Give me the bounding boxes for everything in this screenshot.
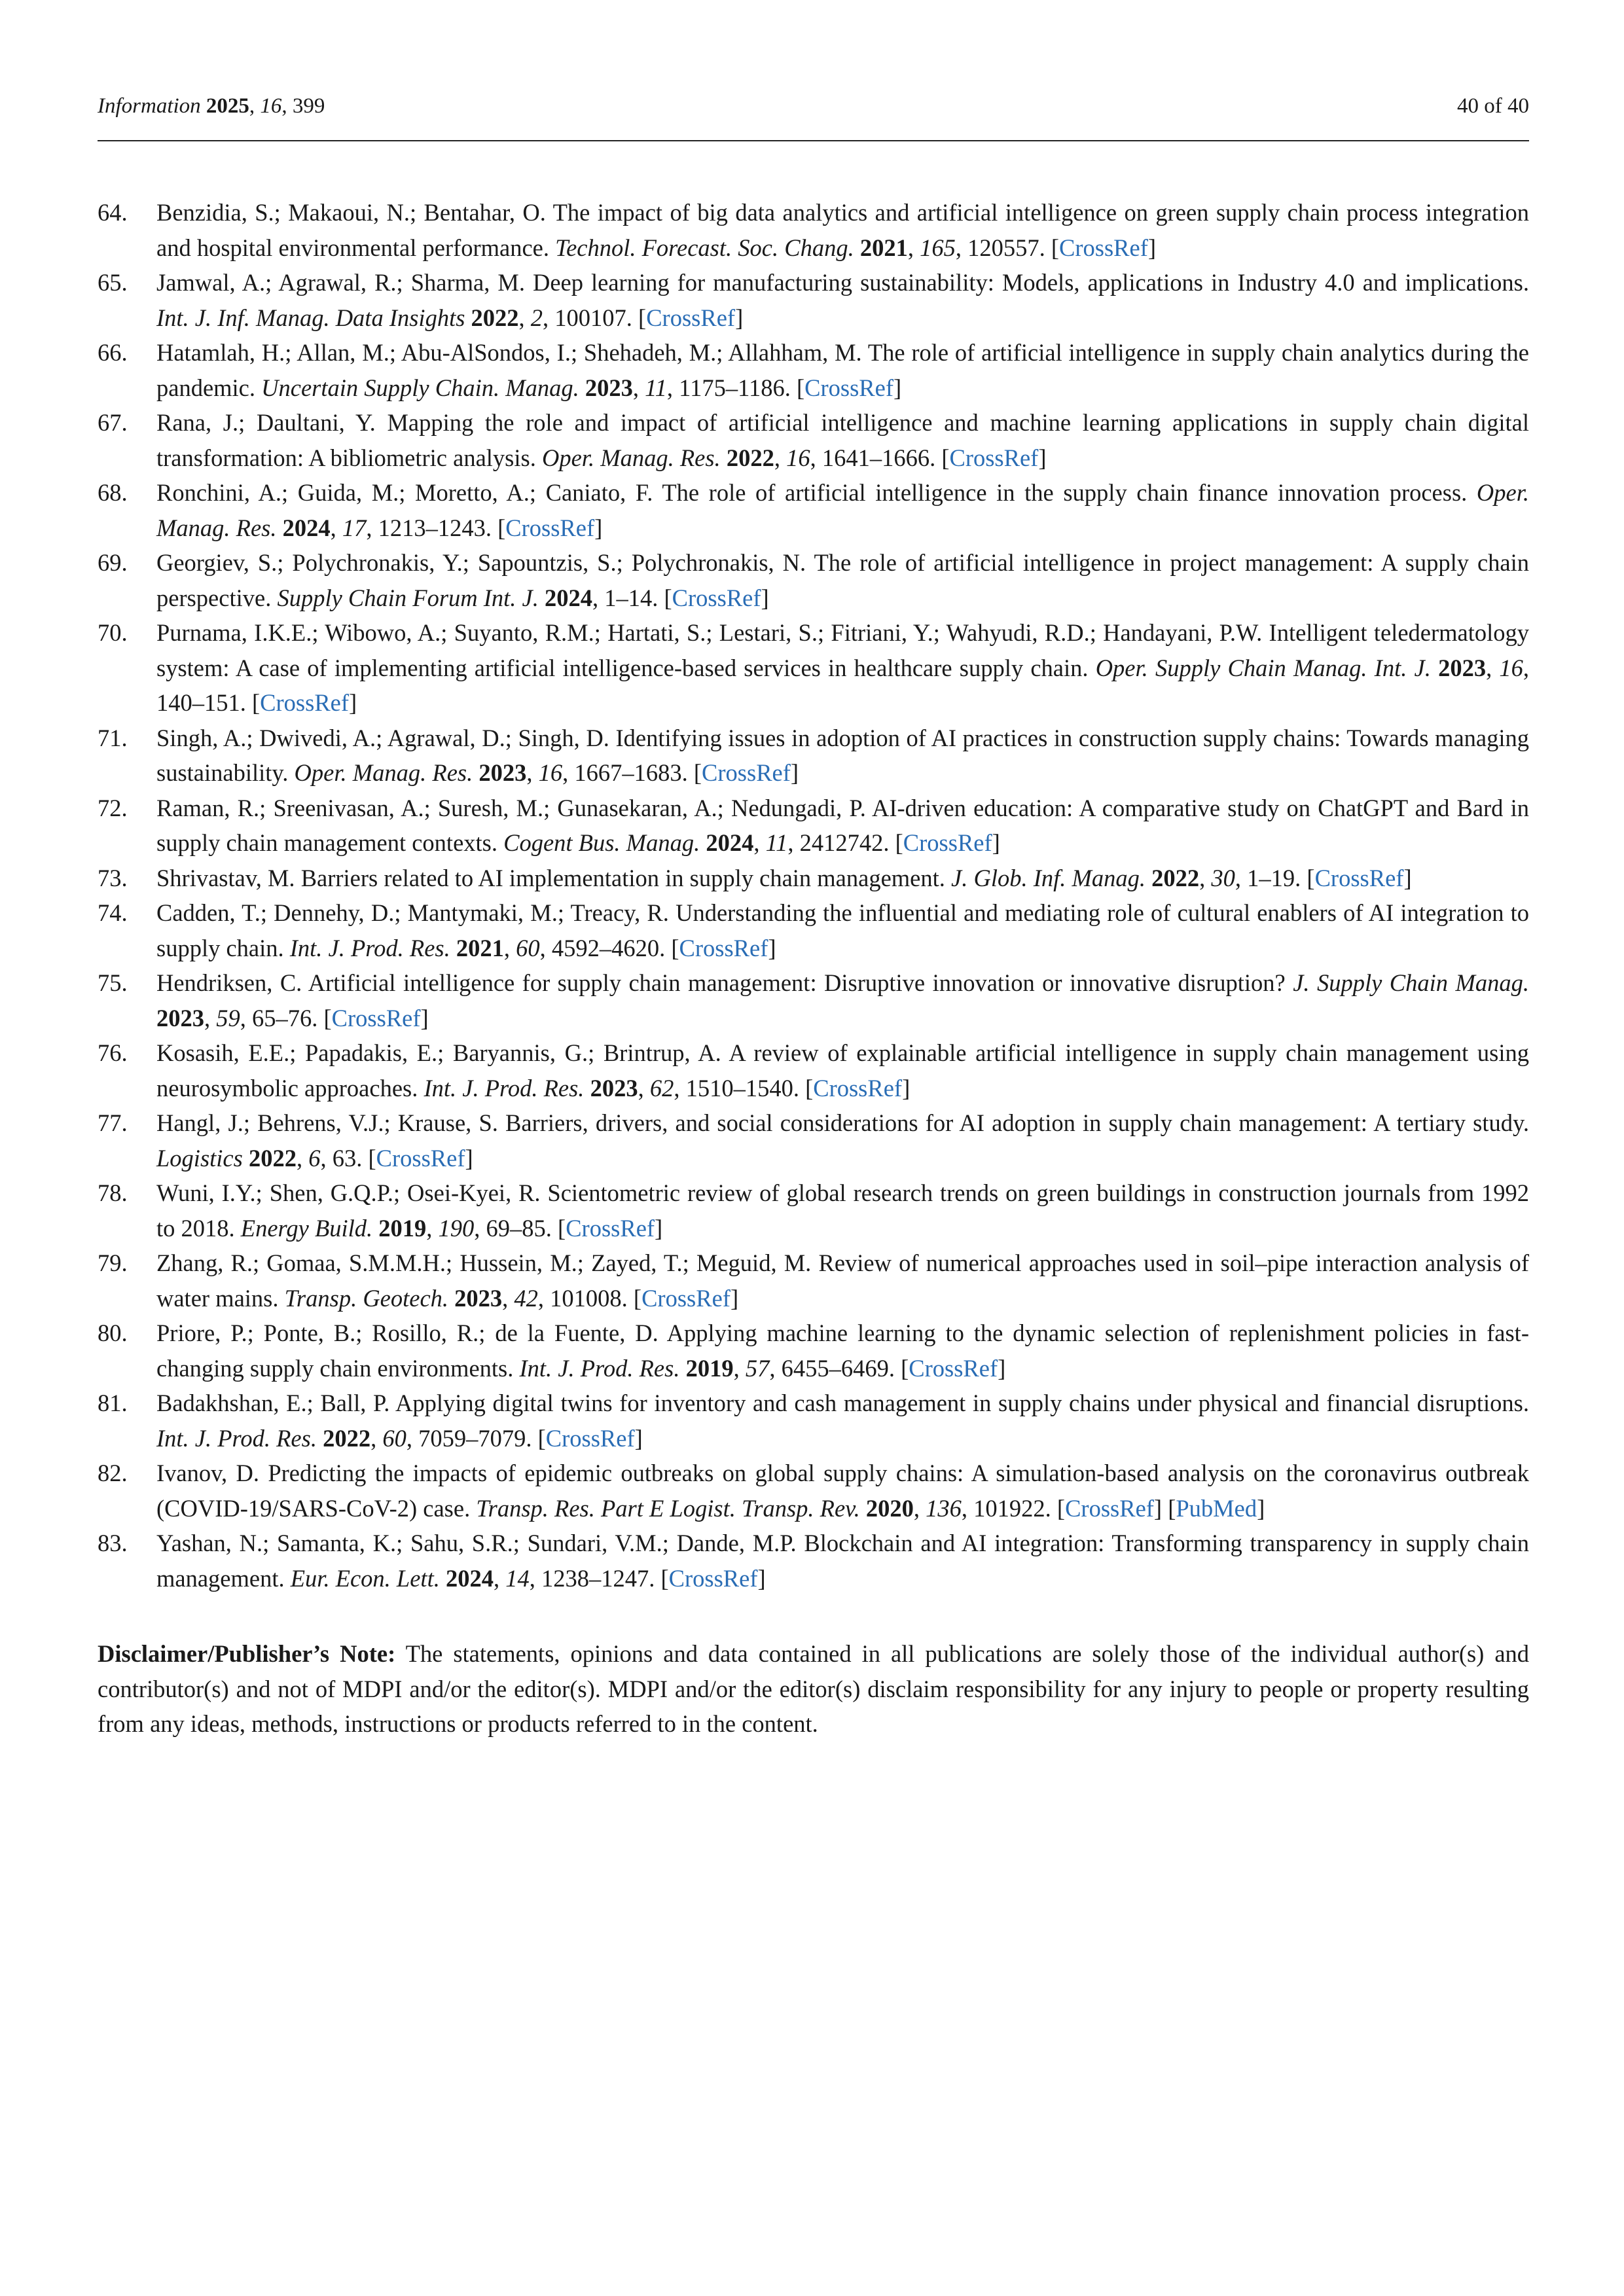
reference-year: 2022 xyxy=(471,304,519,331)
reference-item: 80. Priore, P.; Ponte, B.; Rosillo, R.; de la Fuente, D. Applying machine learning to the dynamic selection of replenishment policies in fast-changing supply chain environments. Int. J. Prod. Res. 2019, 57, 6455–6469. [CrossRef] xyxy=(98,1316,1529,1386)
reference-pages: 1667–1683 xyxy=(574,759,682,786)
reference-title: Blockchain and AI integration: Transforming transparency in supply chain management. xyxy=(156,1530,1529,1592)
reference-year: 2021 xyxy=(456,934,504,961)
reference-authors: Shrivastav, M. xyxy=(156,864,295,891)
reference-journal: Int. J. Inf. Manag. Data Insights xyxy=(156,304,465,331)
reference-title: The role of artificial intelligence in project management: A supply chain perspective. xyxy=(156,549,1529,611)
reference-volume: 11 xyxy=(765,829,788,856)
reference-year: 2024 xyxy=(545,584,593,611)
reference-title: The impact of big data analytics and artificial intelligence on green supply chain process integration and hospital environmental performance. xyxy=(156,199,1530,261)
reference-number: 80. xyxy=(98,1319,128,1346)
reference-journal: Int. J. Prod. Res. xyxy=(519,1354,680,1382)
reference-link-crossref[interactable]: CrossRef xyxy=(1058,234,1148,261)
reference-journal: Supply Chain Forum Int. J. xyxy=(277,584,539,611)
reference-title: Applying digital twins for inventory and cash management in supply chains under physical and financial disruptions. xyxy=(395,1390,1529,1416)
reference-list xyxy=(98,195,1529,1596)
reference-item: 74. Cadden, T.; Dennehy, D.; Mantymaki, M.; Treacy, R. Understanding the influential and mediating role of cultural enablers of AI integration to supply chain. Int. J. Prod. Res. 2021, 60, 4592–4620. [CrossRef] xyxy=(98,895,1529,965)
reference-pages: 1–14 xyxy=(604,584,653,611)
reference-number: 70. xyxy=(98,619,128,646)
reference-journal: Technol. Forecast. Soc. Chang. xyxy=(555,234,854,261)
reference-number: 74. xyxy=(98,899,128,926)
journal-citation: Information 2025, 16, 399 xyxy=(98,94,325,118)
reference-volume: 57 xyxy=(745,1354,770,1382)
reference-journal: Int. J. Prod. Res. xyxy=(156,1424,317,1452)
reference-journal: Transp. Geotech. xyxy=(284,1284,449,1312)
reference-item: 70. Purnama, I.K.E.; Wibowo, A.; Suyanto, R.M.; Hartati, S.; Lestari, S.; Fitriani, Y.; Wahyudi, R.D.; Handayani, P.W. Intelligent teledermatology system: A case of implementing artificial intelligence-based services in healthcare supply chain. Oper. Supply Chain Manag. Int. J. 2023, 16, 140–151. [CrossRef] xyxy=(98,615,1529,721)
reference-item: 81. Badakhshan, E.; Ball, P. Applying digital twins for inventory and cash management in supply chains under physical and financial disruptions. Int. J. Prod. Res. 2022, 60, 7059–7079. [CrossRef] xyxy=(98,1386,1529,1456)
reference-title: Review of numerical approaches used in soil–pipe interaction analysis of water mains. xyxy=(156,1249,1530,1312)
reference-item: 82. Ivanov, D. Predicting the impacts of epidemic outbreaks on global supply chains: A simulation-based analysis on the coronavirus outbreak (COVID-19/SARS-CoV-2) case. Transp. Res. Part E Logist. Transp. Rev. 2020, 136, 101922. [CrossRef] [PubMed] xyxy=(98,1456,1529,1526)
reference-journal: Int. J. Prod. Res. xyxy=(289,934,450,961)
reference-number: 75. xyxy=(98,969,128,996)
page-number: 40 of 40 xyxy=(1457,94,1529,118)
reference-authors: Zhang, R.; Gomaa, S.M.M.H.; Hussein, M.; Zayed, T.; Meguid, M. xyxy=(156,1249,812,1276)
reference-authors: Singh, A.; Dwivedi, A.; Agrawal, D.; Singh, D. xyxy=(156,724,609,751)
reference-authors: Georgiev, S.; Polychronakis, Y.; Sapountzis, S.; Polychronakis, N. xyxy=(156,549,806,576)
reference-volume: 14 xyxy=(505,1564,530,1592)
reference-title: Artificial intelligence for supply chain management: Disruptive innovation or innovative disruption? xyxy=(308,969,1286,996)
reference-year: 2022 xyxy=(323,1424,371,1452)
reference-authors: Kosasih, E.E.; Papadakis, E.; Baryannis, G.; Brintrup, A. xyxy=(156,1039,721,1066)
reference-title: Scientometric review of global research trends on green buildings in construction journals from 1992 to 2018. xyxy=(156,1179,1529,1242)
reference-item: 83. Yashan, N.; Samanta, K.; Sahu, S.R.; Sundari, V.M.; Dande, M.P. Blockchain and AI integration: Transforming transparency in supply chain management. Eur. Econ. Lett. 2024, 14, 1238–1247. [CrossRef] xyxy=(98,1526,1529,1596)
reference-number: 68. xyxy=(98,479,128,506)
reference-authors: Hatamlah, H.; Allan, M.; Abu-AlSondos, I.; Shehadeh, M.; Allahham, M. xyxy=(156,339,862,366)
reference-volume: 42 xyxy=(514,1284,538,1312)
reference-pages: 65–76 xyxy=(252,1004,312,1031)
reference-item: 69. Georgiev, S.; Polychronakis, Y.; Sapountzis, S.; Polychronakis, N. The role of artificial intelligence in project management: A supply chain perspective. Supply Chain Forum Int. J. 2024, 1–14. [CrossRef] xyxy=(98,545,1529,615)
reference-volume: 6 xyxy=(308,1144,321,1172)
reference-title: Barriers related to AI implementation in supply chain management. xyxy=(300,864,945,891)
reference-year: 2023 xyxy=(585,374,633,401)
reference-volume: 136 xyxy=(926,1494,962,1522)
reference-authors: Ronchini, A.; Guida, M.; Moretto, A.; Caniato, F. xyxy=(156,479,653,506)
reference-pages: 1510–1540 xyxy=(685,1074,793,1102)
reference-link-crossref[interactable]: CrossRef xyxy=(641,1284,731,1312)
reference-number: 76. xyxy=(98,1039,128,1066)
reference-link-crossref[interactable]: CrossRef xyxy=(331,1004,421,1031)
reference-number: 83. xyxy=(98,1530,128,1556)
reference-volume: 165 xyxy=(920,234,956,261)
reference-item: 78. Wuni, I.Y.; Shen, G.Q.P.; Osei-Kyei, R. Scientometric review of global research trends on green buildings in construction journals from 1992 to 2018. Energy Build. 2019, 190, 69–85. [CrossRef] xyxy=(98,1175,1529,1246)
reference-authors: Ivanov, D. xyxy=(156,1460,259,1486)
reference-number: 73. xyxy=(98,864,128,891)
reference-year: 2021 xyxy=(859,234,908,261)
reference-title: Barriers, drivers, and social considerations for AI adoption in supply chain management: A tertiary study. xyxy=(505,1109,1529,1136)
reference-link-crossref[interactable]: CrossRef xyxy=(702,759,791,786)
reference-pages: 1–19 xyxy=(1247,864,1295,891)
reference-authors: Raman, R.; Sreenivasan, A.; Suresh, M.; Gunasekaran, A.; Nedungadi, P. xyxy=(156,794,866,821)
reference-pages: 4592–4620 xyxy=(551,934,660,961)
reference-authors: Wuni, I.Y.; Shen, G.Q.P.; Osei-Kyei, R. xyxy=(156,1179,541,1206)
reference-title: Mapping the role and impact of artificial intelligence and machine learning applications in supply chain digital transformation: A bibliometric analysis. xyxy=(156,409,1530,471)
disclaimer-label: Disclaimer/Publisher’s Note: xyxy=(98,1640,396,1667)
reference-item: 73. Shrivastav, M. Barriers related to AI implementation in supply chain management. J. Glob. Inf. Manag. 2022, 30, 1–19. [CrossRef] xyxy=(98,861,1529,896)
reference-journal: J. Glob. Inf. Manag. xyxy=(951,864,1146,891)
reference-journal: Energy Build. xyxy=(240,1214,373,1242)
reference-year: 2020 xyxy=(865,1494,914,1522)
reference-number: 77. xyxy=(98,1109,128,1136)
reference-volume: 62 xyxy=(649,1074,674,1102)
reference-pages: 69–85 xyxy=(486,1214,546,1242)
reference-volume: 60 xyxy=(516,934,540,961)
reference-number: 64. xyxy=(98,199,128,226)
reference-volume: 16 xyxy=(1499,654,1523,681)
reference-item: 79. Zhang, R.; Gomaa, S.M.M.H.; Hussein, M.; Zayed, T.; Meguid, M. Review of numerical approaches used in soil–pipe interaction analysis of water mains. Transp. Geotech. 2023, 42, 101008. [CrossRef] xyxy=(98,1246,1529,1316)
reference-pages: 6455–6469 xyxy=(781,1354,889,1382)
reference-year: 2024 xyxy=(282,514,331,541)
reference-year: 2022 xyxy=(248,1144,297,1172)
reference-authors: Jamwal, A.; Agrawal, R.; Sharma, M. xyxy=(156,269,525,296)
reference-journal: Cogent Bus. Manag. xyxy=(503,829,700,856)
reference-volume: 17 xyxy=(342,514,367,541)
running-header xyxy=(98,94,1529,141)
reference-title: Identifying issues in adoption of AI practices in construction supply chains: Towards managing sustainability. xyxy=(156,724,1529,786)
reference-link-crossref[interactable]: CrossRef xyxy=(545,1424,635,1452)
reference-journal: Oper. Supply Chain Manag. Int. J. xyxy=(1095,654,1431,681)
reference-authors: Cadden, T.; Dennehy, D.; Mantymaki, M.; Treacy, R. xyxy=(156,899,669,926)
reference-item: 68. Ronchini, A.; Guida, M.; Moretto, A.; Caniato, F. The role of artificial intelligence in the supply chain finance innovation process. Oper. Manag. Res. 2024, 17, 1213–1243. [CrossRef] xyxy=(98,475,1529,545)
reference-link-crossref[interactable]: CrossRef xyxy=(679,934,768,961)
reference-journal: Transp. Res. Part E Logist. Transp. Rev. xyxy=(476,1494,860,1522)
reference-number: 69. xyxy=(98,549,128,576)
reference-link-pubmed[interactable]: PubMed xyxy=(1176,1494,1257,1522)
reference-volume: 2 xyxy=(530,304,543,331)
reference-title: Applying machine learning to the dynamic selection of replenishment policies in fast-changing supply chain environments. xyxy=(156,1319,1529,1382)
reference-authors: Purnama, I.K.E.; Wibowo, A.; Suyanto, R.M.; Hartati, S.; Lestari, S.; Fitriani, Y.; Wahyudi, R.D.; Handayani, P.W. xyxy=(156,619,1263,646)
reference-authors: Benzidia, S.; Makaoui, N.; Bentahar, O. xyxy=(156,199,546,226)
reference-link-crossref[interactable]: CrossRef xyxy=(1065,1494,1154,1522)
reference-journal: Oper. Manag. Res. xyxy=(294,759,473,786)
reference-pages: 1641–1666 xyxy=(821,444,930,471)
reference-link-crossref[interactable]: CrossRef xyxy=(260,689,350,716)
reference-number: 79. xyxy=(98,1249,128,1276)
reference-number: 65. xyxy=(98,269,128,296)
reference-journal: J. Supply Chain Manag. xyxy=(1293,969,1529,996)
reference-number: 81. xyxy=(98,1390,128,1416)
reference-authors: Hangl, J.; Behrens, V.J.; Krause, S. xyxy=(156,1109,498,1136)
reference-item: 65. Jamwal, A.; Agrawal, R.; Sharma, M. Deep learning for manufacturing sustainability: Models, applications in Industry 4.0 and implications. Int. J. Inf. Manag. Data Insights 2022, 2, 100107. [CrossRef] xyxy=(98,265,1529,335)
reference-number: 72. xyxy=(98,794,128,821)
reference-volume: 16 xyxy=(538,759,563,786)
reference-title: Intelligent teledermatology system: A case of implementing artificial intelligence-based services in healthcare supply chain. xyxy=(156,619,1530,681)
disclaimer xyxy=(98,1636,1529,1742)
reference-number: 66. xyxy=(98,339,128,366)
reference-number: 67. xyxy=(98,409,128,436)
reference-pages: 1213–1243 xyxy=(378,514,486,541)
reference-pages: 100107 xyxy=(554,304,626,331)
reference-title: The role of artificial intelligence in the supply chain finance innovation process. xyxy=(662,479,1468,506)
reference-pages: 7059–7079 xyxy=(418,1424,526,1452)
reference-link-crossref[interactable]: CrossRef xyxy=(646,304,736,331)
reference-journal: Logistics xyxy=(156,1144,243,1172)
article-number: 399 xyxy=(292,94,325,118)
journal-volume: 16 xyxy=(260,94,282,118)
reference-link-crossref[interactable]: CrossRef xyxy=(903,829,992,856)
journal-name: Information xyxy=(98,94,201,118)
reference-title: The role of artificial intelligence in supply chain analytics during the pandemic. xyxy=(156,339,1529,401)
reference-item: 76. Kosasih, E.E.; Papadakis, E.; Baryannis, G.; Brintrup, A. A review of explainable artificial intelligence in supply chain management using neurosymbolic approaches. Int. J. Prod. Res. 2023, 62, 1510–1540. [CrossRef] xyxy=(98,1035,1529,1105)
reference-link-crossref[interactable]: CrossRef xyxy=(672,584,761,611)
reference-number: 78. xyxy=(98,1179,128,1206)
reference-pages: 101922 xyxy=(973,1494,1045,1522)
reference-year: 2019 xyxy=(378,1214,427,1242)
reference-number: 82. xyxy=(98,1460,128,1486)
reference-volume: 11 xyxy=(645,374,667,401)
reference-year: 2023 xyxy=(454,1284,503,1312)
reference-item: 77. Hangl, J.; Behrens, V.J.; Krause, S. Barriers, drivers, and social considerations for AI adoption in supply chain management: A tertiary study. Logistics 2022, 6, 63. [CrossRef] xyxy=(98,1105,1529,1175)
reference-link-crossref[interactable]: CrossRef xyxy=(949,444,1039,471)
reference-item: 75. Hendriksen, C. Artificial intelligence for supply chain management: Disruptive innovation or innovative disruption? J. Supply Chain Manag. 2023, 59, 65–76. [CrossRef] xyxy=(98,965,1529,1035)
reference-title: Predicting the impacts of epidemic outbreaks on global supply chains: A simulation-based analysis on the coronavirus outbreak (COVID-19/SARS-CoV-2) case. xyxy=(156,1460,1529,1522)
reference-journal: Uncertain Supply Chain. Manag. xyxy=(261,374,579,401)
reference-pages: 1238–1247 xyxy=(541,1564,649,1592)
reference-year: 2024 xyxy=(706,829,754,856)
reference-link-crossref[interactable]: CrossRef xyxy=(804,374,893,401)
reference-year: 2023 xyxy=(1438,654,1487,681)
reference-item: 66. Hatamlah, H.; Allan, M.; Abu-AlSondos, I.; Shehadeh, M.; Allahham, M. The role of artificial intelligence in supply chain analytics during the pandemic. Uncertain Supply Chain. Manag. 2023, 11, 1175–1186. [CrossRef] xyxy=(98,335,1529,405)
reference-item: 67. Rana, J.; Daultani, Y. Mapping the role and impact of artificial intelligence and machine learning applications in supply chain digital transformation: A bibliometric analysis. Oper. Manag. Res. 2022, 16, 1641–1666. [CrossRef] xyxy=(98,405,1529,475)
reference-year: 2022 xyxy=(1151,864,1200,891)
reference-journal: Eur. Econ. Lett. xyxy=(290,1564,440,1592)
reference-link-crossref[interactable]: CrossRef xyxy=(566,1214,655,1242)
journal-year: 2025 xyxy=(206,94,249,118)
reference-year: 2023 xyxy=(478,759,527,786)
reference-title: Understanding the influential and mediating role of cultural enablers of AI integration to supply chain. xyxy=(156,899,1530,961)
reference-year: 2019 xyxy=(685,1354,734,1382)
reference-authors: Yashan, N.; Samanta, K.; Sahu, S.R.; Sundari, V.M.; Dande, M.P. xyxy=(156,1530,797,1556)
reference-journal: Oper. Manag. Res. xyxy=(156,479,1530,541)
reference-authors: Hendriksen, C. xyxy=(156,969,302,996)
reference-link-crossref[interactable]: CrossRef xyxy=(505,514,595,541)
reference-journal: Oper. Manag. Res. xyxy=(541,444,721,471)
reference-link-crossref[interactable]: CrossRef xyxy=(1314,864,1404,891)
reference-year: 2023 xyxy=(156,1004,204,1031)
reference-volume: 30 xyxy=(1211,864,1235,891)
reference-authors: Priore, P.; Ponte, B.; Rosillo, R.; de la Fuente, D. xyxy=(156,1319,659,1346)
reference-year: 2024 xyxy=(445,1564,494,1592)
reference-volume: 16 xyxy=(786,444,810,471)
reference-pages: 140–151 xyxy=(156,689,240,716)
reference-title: Deep learning for manufacturing sustainability: Models, applications in Industry 4.0 and implications. xyxy=(532,269,1529,296)
reference-authors: Badakhshan, E.; Ball, P. xyxy=(156,1390,390,1416)
reference-title: AI-driven education: A comparative study on ChatGPT and Bard in supply chain management contexts. xyxy=(156,794,1529,856)
reference-pages: 63 xyxy=(332,1144,357,1172)
reference-pages: 101008 xyxy=(550,1284,622,1312)
reference-link-crossref[interactable]: CrossRef xyxy=(813,1074,903,1102)
reference-item: 72. Raman, R.; Sreenivasan, A.; Suresh, M.; Gunasekaran, A.; Nedungadi, P. AI-driven education: A comparative study on ChatGPT and Bard in supply chain management contexts. Cogent Bus. Manag. 2024, 11, 2412742. [CrossRef] xyxy=(98,791,1529,861)
disclaimer-text: The statements, opinions and data contained in all publications are solely those of the individual author(s) and contributor(s) and not of MDPI and/or the editor(s). MDPI and/or the editor(s) disclaim responsibility for any injury to people or property resulting from any ideas, methods, instructions or products referred to in the content. xyxy=(98,1640,1530,1737)
reference-link-crossref[interactable]: CrossRef xyxy=(668,1564,758,1592)
reference-link-crossref[interactable]: CrossRef xyxy=(376,1144,465,1172)
reference-pages: 1175–1186 xyxy=(679,374,785,401)
reference-authors: Rana, J.; Daultani, Y. xyxy=(156,409,376,436)
reference-year: 2023 xyxy=(590,1074,638,1102)
reference-item: 71. Singh, A.; Dwivedi, A.; Agrawal, D.; Singh, D. Identifying issues in adoption of AI practices in construction supply chains: Towards managing sustainability. Oper. Manag. Res. 2023, 16, 1667–1683. [CrossRef] xyxy=(98,721,1529,791)
reference-number: 71. xyxy=(98,724,128,751)
reference-pages: 2412742 xyxy=(799,829,884,856)
reference-link-crossref[interactable]: CrossRef xyxy=(909,1354,998,1382)
reference-year: 2022 xyxy=(726,444,774,471)
reference-volume: 60 xyxy=(382,1424,406,1452)
reference-pages: 120557 xyxy=(967,234,1039,261)
reference-title: A review of explainable artificial intelligence in supply chain management using neurosymbolic approaches. xyxy=(156,1039,1529,1102)
reference-item: 64. Benzidia, S.; Makaoui, N.; Bentahar, O. The impact of big data analytics and artificial intelligence on green supply chain process integration and hospital environmental performance. Technol. Forecast. Soc. Chang. 2021, 165, 120557. [CrossRef] xyxy=(98,195,1529,265)
reference-journal: Int. J. Prod. Res. xyxy=(424,1074,585,1102)
reference-volume: 59 xyxy=(216,1004,240,1031)
reference-volume: 190 xyxy=(438,1214,475,1242)
